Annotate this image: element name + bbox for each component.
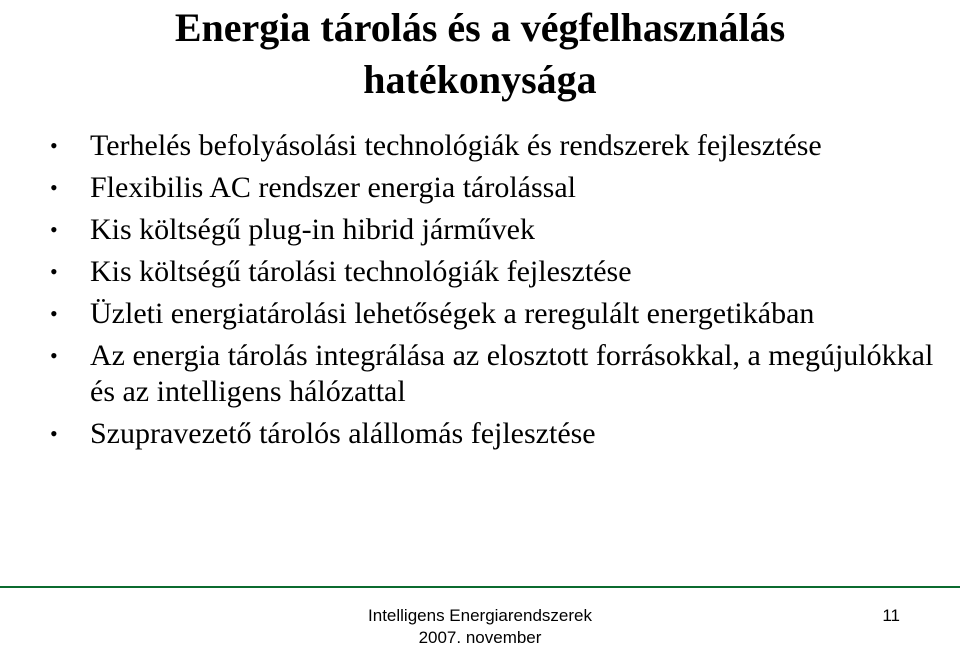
bullet-item [48, 254, 948, 290]
bullet-dot-icon: • [50, 421, 58, 446]
footer-line-1: Intelligens Energiarendszerek [368, 606, 592, 625]
bullet-item [48, 416, 948, 452]
bullet-dot-icon: • [50, 343, 58, 368]
bullet-text: Kis költségű plug-in hibrid járművek [90, 213, 535, 246]
bullet-dot-icon: • [50, 259, 58, 284]
footer-line-2: 2007. november [418, 628, 542, 647]
bullet-list [48, 128, 948, 458]
footer-divider [0, 586, 960, 588]
footer-text [340, 605, 620, 649]
title-line-2: hatékonysága [363, 57, 597, 102]
title-line-1: Energia tárolás és a végfelhasználás [174, 5, 786, 50]
bullet-text: Üzleti energiatárolási lehetőségek a reregulált energetikában [90, 297, 815, 330]
bullet-text: Terhelés befolyásolási technológiák és rendszerek fejlesztése [90, 129, 822, 162]
bullet-item [48, 170, 948, 206]
bullet-item [48, 128, 948, 164]
bullet-dot-icon: • [50, 217, 58, 242]
bullet-item [48, 338, 948, 410]
bullet-text: Szupravezető tárolós alállomás fejlesztése [90, 417, 596, 450]
bullet-dot-icon: • [50, 133, 58, 158]
bullet-dot-icon: • [50, 175, 58, 200]
bullet-item [48, 296, 948, 332]
page-number: 11 [882, 606, 900, 625]
slide-title [60, 2, 900, 106]
bullet-text: Flexibilis AC rendszer energia tárolással [90, 171, 576, 204]
bullet-text: Az energia tárolás integrálása az elosztott forrásokkal, a megújulókkal és az intelligens hálózattal [90, 339, 934, 408]
bullet-dot-icon: • [50, 301, 58, 326]
bullet-text: Kis költségű tárolási technológiák fejlesztése [90, 255, 632, 288]
bullet-item [48, 212, 948, 248]
